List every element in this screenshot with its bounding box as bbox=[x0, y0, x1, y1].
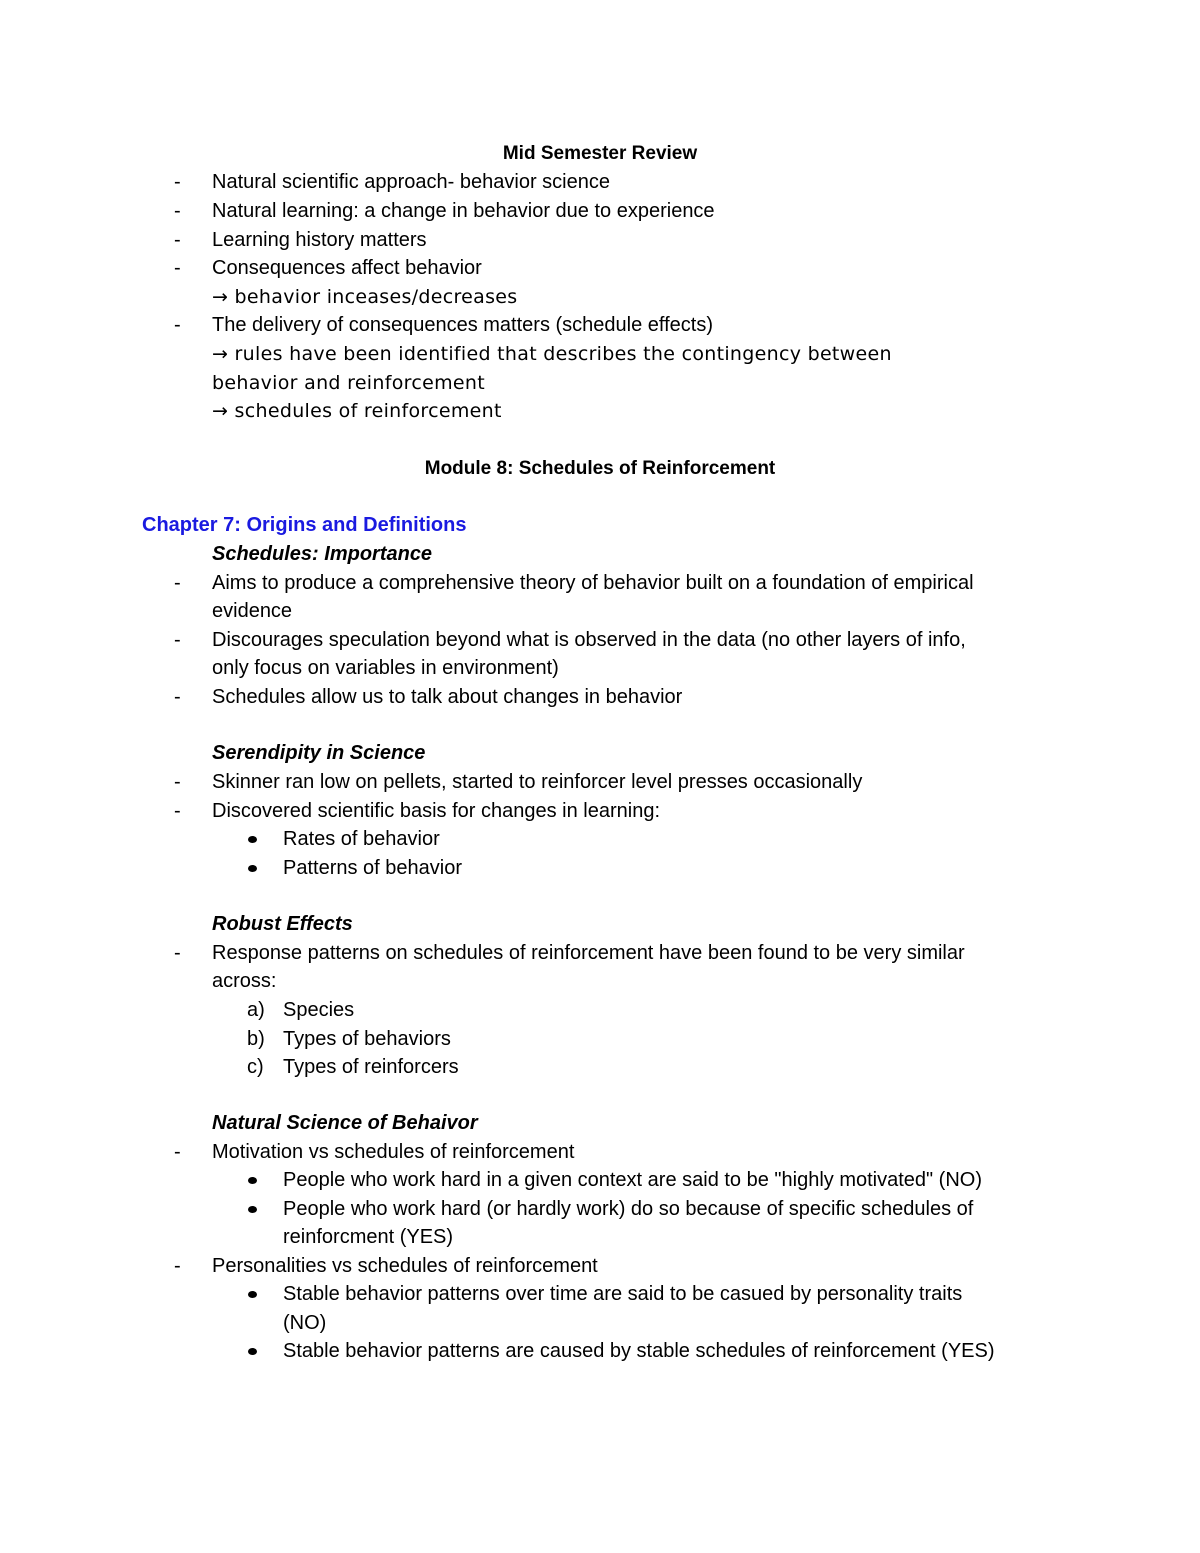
list-item: Response patterns on schedules of reinforcement have been found to be very similar bbox=[212, 942, 965, 964]
chapter-heading: Chapter 7: Origins and Definitions bbox=[142, 514, 467, 536]
dash-marker: - bbox=[174, 572, 181, 594]
bullet-icon bbox=[248, 1348, 257, 1355]
dash-marker: - bbox=[174, 200, 181, 222]
sub-list-item: Rates of behavior bbox=[283, 828, 440, 850]
list-item: The delivery of consequences matters (schedule effects) bbox=[212, 314, 713, 336]
list-item: Natural scientific approach- behavior science bbox=[212, 171, 610, 193]
list-item: Skinner ran low on pellets, started to reinforcer level presses occasionally bbox=[212, 771, 863, 793]
letter-marker: c) bbox=[247, 1056, 264, 1078]
sub-list-item: Stable behavior patterns over time are said to be casued by personality traits bbox=[283, 1283, 963, 1305]
dash-marker: - bbox=[174, 771, 181, 793]
dash-marker: - bbox=[174, 1255, 181, 1277]
dash-marker: - bbox=[174, 1141, 181, 1163]
document-title: Mid Semester Review bbox=[502, 143, 698, 164]
sub-list-item: Patterns of behavior bbox=[283, 857, 462, 879]
list-item-continuation: evidence bbox=[212, 600, 293, 622]
section-heading: Natural Science of Behaivor bbox=[212, 1112, 478, 1134]
bullet-icon bbox=[248, 1177, 257, 1184]
section-heading: Robust Effects bbox=[212, 913, 353, 935]
arrow-note-continuation: behavior and reinforcement bbox=[212, 372, 485, 394]
dash-marker: - bbox=[174, 314, 181, 336]
bullet-icon bbox=[248, 865, 257, 872]
sub-list-item-continuation: (NO) bbox=[283, 1312, 327, 1334]
dash-marker: - bbox=[174, 942, 181, 964]
module-title: Module 8: Schedules of Reinforcement bbox=[424, 458, 776, 479]
letter-marker: a) bbox=[247, 999, 265, 1021]
dash-marker: - bbox=[174, 800, 181, 822]
lettered-item: Species bbox=[283, 999, 355, 1021]
lettered-item: Types of behaviors bbox=[283, 1028, 451, 1050]
list-item: Discovered scientific basis for changes in learning: bbox=[212, 800, 660, 822]
list-item-continuation: only focus on variables in environment) bbox=[212, 657, 559, 679]
section-heading: Schedules: Importance bbox=[212, 543, 433, 565]
sub-list-item-continuation: reinforcment (YES) bbox=[283, 1226, 454, 1248]
list-item: Discourages speculation beyond what is observed in the data (no other layers of info, bbox=[212, 629, 966, 651]
list-item: Motivation vs schedules of reinforcement bbox=[212, 1141, 575, 1163]
arrow-note: → rules have been identified that describes the contingency between bbox=[212, 343, 892, 365]
list-item: Schedules allow us to talk about changes in behavior bbox=[212, 686, 683, 708]
dash-marker: - bbox=[174, 229, 181, 251]
arrow-note: → schedules of reinforcement bbox=[212, 400, 502, 422]
list-item: Learning history matters bbox=[212, 229, 427, 251]
lettered-item: Types of reinforcers bbox=[283, 1056, 459, 1078]
bullet-icon bbox=[248, 836, 257, 843]
list-item-continuation: across: bbox=[212, 970, 277, 992]
dash-marker: - bbox=[174, 686, 181, 708]
list-item: Consequences affect behavior bbox=[212, 257, 482, 279]
dash-marker: - bbox=[174, 257, 181, 279]
list-item: Personalities vs schedules of reinforcement bbox=[212, 1255, 598, 1277]
list-item: Aims to produce a comprehensive theory of behavior built on a foundation of empirical bbox=[212, 572, 974, 594]
section-heading: Serendipity in Science bbox=[212, 742, 426, 764]
letter-marker: b) bbox=[247, 1028, 265, 1050]
sub-list-item: Stable behavior patterns are caused by stable schedules of reinforcement (YES) bbox=[283, 1340, 995, 1362]
bullet-icon bbox=[248, 1291, 257, 1298]
sub-list-item: People who work hard (or hardly work) do so because of specific schedules of bbox=[283, 1198, 974, 1220]
sub-list-item: People who work hard in a given context are said to be "highly motivated" (NO) bbox=[283, 1169, 983, 1191]
arrow-note: → behavior inceases/decreases bbox=[212, 286, 518, 308]
bullet-icon bbox=[248, 1206, 257, 1213]
list-item: Natural learning: a change in behavior due to experience bbox=[212, 200, 715, 222]
dash-marker: - bbox=[174, 629, 181, 651]
dash-marker: - bbox=[174, 171, 181, 193]
